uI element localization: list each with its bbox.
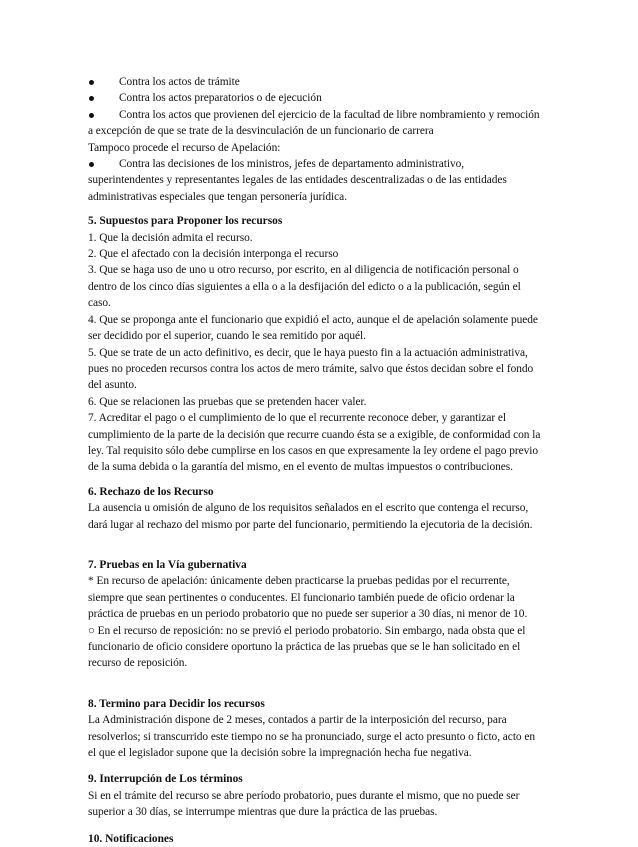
text-line: pues no proceden recursos contra los actos de mero trámite, salvo que éstos decidan sobre el fondo: [88, 362, 534, 375]
bullet-item: [88, 90, 558, 106]
text-line: ser decidido por el superior, cuando le sea remitido por aquél.: [88, 330, 366, 343]
bullet-text: Contra los actos preparatorios o de ejecución: [119, 92, 322, 105]
bullet-item: [88, 107, 558, 123]
section-heading: 10. Notificaciones: [88, 832, 174, 845]
section-body: [88, 788, 558, 821]
text-line: ley. Tal requisito sólo debe cumplirse en los casos en que expresamente la ley ordene el pago previo: [88, 444, 538, 457]
text-line: superior a 30 días, se interrumpe mientras que dure la práctica de las pruebas.: [88, 806, 438, 819]
text-line: a excepción de que se trate de la desvinculación de un funcionario de carrera: [88, 125, 434, 138]
text-line: 4. Que se proponga ante el funcionario que expidió el acto, aunque el de apelación solamente puede: [88, 313, 538, 326]
text-line: Si en el trámite del recurso se abre período probatorio, pues durante el mismo, que no puede ser: [88, 789, 520, 802]
bullet-icon: [89, 96, 94, 101]
text-line: resolverlos; si transcurrido este tiempo no se ha pronunciado, surge el acto presunto o ficto, acto en: [88, 730, 536, 743]
text-line: * En recurso de apelación: únicamente deben practicarse la pruebas pedidas por el recurrente,: [88, 575, 510, 588]
section-body: [88, 230, 558, 476]
text-line: dará lugar al rechazo del mismo por parte del funcionario, permitiendo la ejecutoria de la decisión.: [88, 518, 533, 531]
section-heading: 7. Pruebas en la Vía gubernativa: [88, 558, 247, 571]
text-line: La Administración dispone de 2 meses, contados a partir de la interposición del recurso, para: [88, 714, 507, 727]
text-line: 1. Que la decisión admita el recurso.: [88, 231, 253, 244]
text-line: el que el legislador supone que la decisión sobre la impregnación hecha fue negativa.: [88, 747, 472, 760]
section-heading: 8. Termino para Decidir los recursos: [88, 697, 265, 710]
text-line: caso.: [88, 297, 111, 310]
text-line: siempre que sean pertinentes o conducentes. El funcionario también puede de oficio ordenar la: [88, 591, 515, 604]
text-line: práctica de pruebas en un periodo probatorio que no puede ser superior a 30 días, ni menor de 10.: [88, 608, 528, 621]
section-body: [88, 573, 558, 671]
text-line: de la suma debida o la garantía del mismo, en el evento de multas impuestos o contribuciones.: [88, 461, 513, 474]
section-heading: 6. Rechazo de los Recurso: [88, 485, 214, 498]
text-line: Tampoco procede el recurso de Apelación:: [88, 141, 281, 154]
text-line: ○ En el recurso de reposición: no se previó el periodo probatorio. Sin embargo, nada obsta que el: [88, 624, 526, 637]
text-line: superintendentes y representantes legales de las entidades descentralizadas o de las entidades: [88, 174, 507, 187]
section-body: [88, 712, 558, 761]
text-line: recurso de reposición.: [88, 657, 188, 670]
section-heading: 9. Interrupción de Los términos: [88, 773, 243, 786]
section-heading: 5. Supuestos para Proponer los recursos: [88, 215, 283, 228]
text-line: 2. Que el afectado con la decisión interponga el recurso: [88, 248, 339, 261]
text-line: dentro de los cinco días siguientes a ella o a la desfijación del edicto o a la publicación, según el: [88, 280, 521, 293]
text-line: 7. Acreditar el pago o el cumplimiento de lo que el recurrente reconoce deber, y garantizar el: [88, 412, 506, 425]
text-line: 3. Que se haga uso de uno u otro recurso, por escrito, en al diligencia de notificación personal o: [88, 264, 519, 277]
section-body: [88, 500, 558, 533]
text-line: funcionario de oficio considere oportuno la práctica de las pruebas que se le han solicitado en el: [88, 641, 521, 653]
bullet-item: [88, 156, 558, 172]
text-line: cumplimiento de la parte de la decisión que recurre cuando ésta se a exigible, de conformidad con la: [88, 428, 541, 441]
document-page: [88, 74, 558, 847]
bullet-item: [88, 74, 558, 90]
bullet-icon: [89, 162, 94, 167]
text-line: del asunto.: [88, 379, 137, 392]
bullet-icon: [89, 80, 94, 85]
bullet-text: Contra las decisiones de los ministros, jefes de departamento administrativo,: [119, 158, 465, 171]
bullet-icon: [89, 113, 94, 118]
text-line: 5. Que se trate de un acto definitivo, es decir, que le haya puesto fin a la actuación administrativa,: [88, 346, 528, 359]
bullet-text: Contra los actos que provienen del ejercicio de la facultad de libre nombramiento y remoción: [119, 108, 540, 121]
text-line: administrativas especiales que tengan personería jurídica.: [88, 190, 347, 203]
bullet-text: Contra los actos de trámite: [119, 76, 240, 88]
text-line: La ausencia u omisión de alguno de los requisitos señalados en el escrito que contenga el recurso,: [88, 502, 529, 515]
text-line: 6. Que se relacionen las pruebas que se pretenden hacer valer.: [88, 395, 367, 408]
